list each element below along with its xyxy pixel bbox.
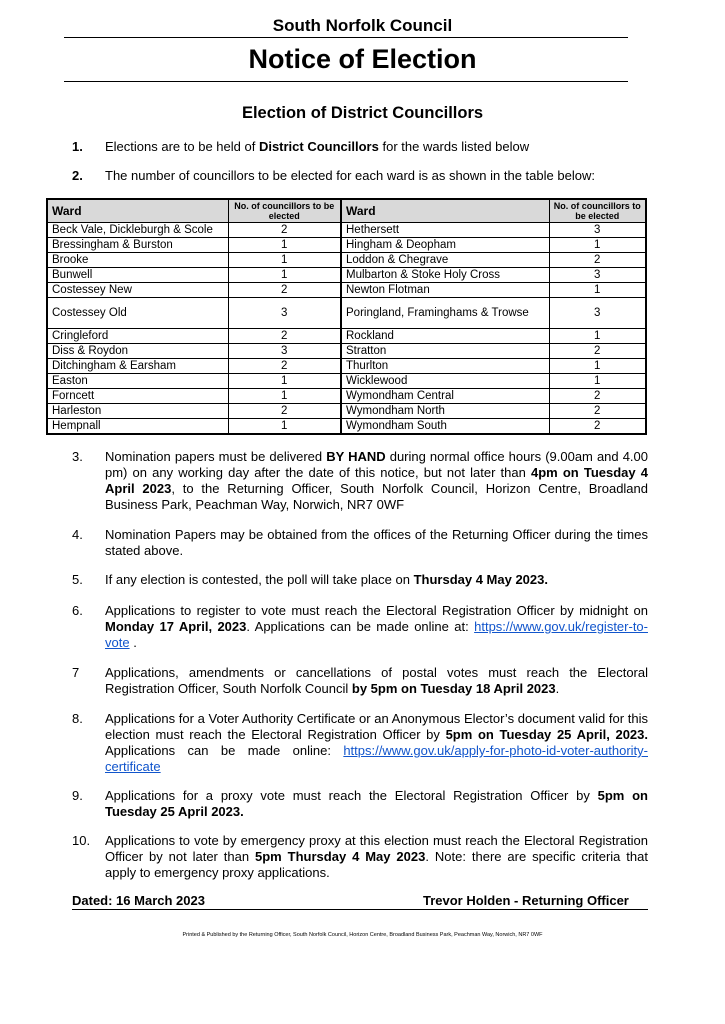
table-row [47, 359, 646, 374]
ward-name-cell: Loddon & Chegrave [341, 253, 549, 268]
table-row [47, 253, 646, 268]
councillor-count-cell: 1 [228, 238, 341, 253]
councillor-count-cell: 2 [549, 389, 646, 404]
item-text: during normal office hours (9.00am and 4.00 pm) on any working day after the date of this notice, but not later than [105, 449, 648, 480]
councillor-count-cell: 1 [228, 374, 341, 389]
date-line: Dated: 16 March 2023 [72, 893, 205, 908]
item-7 [72, 665, 648, 697]
council-name: South Norfolk Council [272, 16, 453, 35]
item-bold-text: Thursday 4 May 2023. [413, 572, 548, 587]
ward-name-cell: Mulbarton & Stoke Holy Cross [341, 268, 549, 283]
councillor-count-cell: 1 [549, 374, 646, 389]
councillor-count-cell: 1 [549, 359, 646, 374]
ward-name-cell: Thurlton [341, 359, 549, 374]
table-row [47, 238, 646, 253]
item-number: 3. [72, 449, 83, 464]
ward-name-cell: Bunwell [47, 268, 228, 283]
item-bold-text: by 5pm on Tuesday 18 April 2023 [351, 681, 556, 696]
ward-name-cell: Rockland [341, 329, 549, 344]
councillor-count-cell: 1 [228, 253, 341, 268]
councillor-count-cell: 1 [549, 283, 646, 298]
item-text: Applications can be made online: [105, 743, 344, 758]
item-bold-text: 4pm on Tuesday 4 April 2023 [105, 465, 648, 496]
item-text: Applications for a Voter Authority Certificate or an Anonymous Elector’s document valid for this election must reach the Electoral Registration Officer by [105, 711, 648, 742]
table-row [47, 223, 646, 238]
item-bold-text: Monday 17 April, 2023 [105, 619, 247, 634]
item-number: 9. [72, 788, 83, 803]
item-number: 1. [72, 139, 83, 154]
councillor-count-cell: 2 [549, 419, 646, 435]
item-text: Nomination Papers may be obtained from the offices of the Returning Officer during the times stated above. [105, 527, 648, 558]
ward-name-cell: Bressingham & Burston [47, 238, 228, 253]
ward-name-cell: Costessey New [47, 283, 228, 298]
item-text: Applications, amendments or cancellations of postal votes must reach the Electoral Registration Officer, South Norfolk Council [105, 665, 648, 696]
item-1 [72, 139, 648, 155]
item-bold-text: 5pm Thursday 4 May 2023 [255, 849, 426, 864]
ward-name-cell: Brooke [47, 253, 228, 268]
item-bold-text: 5pm on Tuesday 25 April 2023. [105, 788, 648, 819]
top-rule [64, 37, 628, 38]
item-8 [72, 711, 648, 775]
councillor-count-cell: 3 [228, 344, 341, 359]
column-header-ward: Ward [47, 199, 228, 223]
councillor-count-cell: 1 [549, 329, 646, 344]
councillor-count-cell: 3 [549, 223, 646, 238]
item-text: . [555, 681, 560, 696]
councillor-count-cell: 1 [228, 419, 341, 435]
ward-name-cell: Costessey Old [47, 298, 228, 329]
table-row [47, 329, 646, 344]
councillor-count-cell: 1 [228, 268, 341, 283]
item-number: 10. [72, 833, 91, 848]
ward-name-cell: Beck Vale, Dickleburgh & Scole [47, 223, 228, 238]
councillor-count-cell: 3 [549, 268, 646, 283]
councillor-count-cell: 1 [228, 389, 341, 404]
ward-table [46, 198, 647, 435]
item-10 [72, 833, 648, 881]
table-row [47, 283, 646, 298]
item-number: 8. [72, 711, 83, 726]
item-number: 2. [72, 168, 83, 183]
councillor-count-cell: 2 [228, 329, 341, 344]
imprint: Printed & Published by the Returning Officer, South Norfolk Council, Horizon Centre, Broadland Business Park, Peachman Way, Norwich, NR7 0WF [182, 932, 543, 938]
item-text: . [129, 635, 137, 650]
item-bold-text: 5pm on Tuesday 25 April, 2023. [445, 727, 649, 742]
item-text: . Applications can be made online at: [246, 619, 475, 634]
title-rule [64, 81, 628, 82]
item-text: The number of councillors to be elected for each ward is as shown in the table below: [105, 168, 595, 183]
table-header-row [47, 199, 646, 223]
signature-line: Trevor Holden - Returning Officer [423, 893, 629, 908]
item-number: 6. [72, 603, 83, 618]
column-header-ward: Ward [341, 199, 549, 223]
table-row [47, 389, 646, 404]
councillor-count-cell: 2 [549, 344, 646, 359]
item-4 [72, 527, 648, 559]
item-text: , to the Returning Officer, South Norfolk Council, Horizon Centre, Broadland Business Park, Peachman Way, Norwich, NR7 0WF [105, 481, 648, 512]
item-5 [72, 572, 648, 588]
item-text: Applications for a proxy vote must reach the Electoral Registration Officer by [105, 788, 598, 803]
councillor-count-cell: 2 [228, 359, 341, 374]
ward-name-cell: Wymondham South [341, 419, 549, 435]
councillor-count-cell: 2 [549, 253, 646, 268]
item-9 [72, 788, 648, 820]
footer-rule [72, 909, 648, 910]
page-title: Notice of Election [248, 44, 477, 74]
item-bold-text: BY HAND [326, 449, 386, 464]
ward-name-cell: Hempnall [47, 419, 228, 435]
ward-name-cell: Harleston [47, 404, 228, 419]
ward-name-cell: Stratton [341, 344, 549, 359]
item-2 [72, 168, 648, 184]
photo-id-link[interactable]: https://www.gov.uk/apply-for-photo-id-voter-authority-certificate [105, 743, 648, 774]
ward-name-cell: Wymondham North [341, 404, 549, 419]
table-row [47, 374, 646, 389]
ward-name-cell: Forncett [47, 389, 228, 404]
councillor-count-cell: 3 [549, 298, 646, 329]
item-text: Applications to vote by emergency proxy at this election must reach the Electoral Registration Officer by not later than [105, 833, 648, 864]
ward-name-cell: Easton [47, 374, 228, 389]
item-text: If any election is contested, the poll will take place on [105, 572, 414, 587]
page-subtitle: Election of District Councillors [241, 104, 484, 122]
ward-name-cell: Cringleford [47, 329, 228, 344]
ward-name-cell: Poringland, Framinghams & Trowse [341, 298, 549, 329]
item-number: 7 [72, 665, 80, 680]
ward-name-cell: Diss & Roydon [47, 344, 228, 359]
item-number: 5. [72, 572, 83, 587]
ward-name-cell: Ditchingham & Earsham [47, 359, 228, 374]
item-6 [72, 603, 648, 651]
ward-name-cell: Wicklewood [341, 374, 549, 389]
councillor-count-cell: 2 [228, 223, 341, 238]
column-header-count: No. of councillors to be elected [549, 199, 646, 223]
table-row [47, 419, 646, 435]
ward-name-cell: Wymondham Central [341, 389, 549, 404]
councillor-count-cell: 2 [228, 283, 341, 298]
ward-name-cell: Hethersett [341, 223, 549, 238]
item-text: Applications to register to vote must reach the Electoral Registration Officer by midnight on [105, 603, 648, 618]
register-to-vote-link[interactable]: https://www.gov.uk/register-to-vote [105, 619, 648, 650]
councillor-count-cell: 1 [549, 238, 646, 253]
table-row [47, 344, 646, 359]
item-number: 4. [72, 527, 83, 542]
table-row [47, 268, 646, 283]
table-row [47, 404, 646, 419]
ward-name-cell: Hingham & Deopham [341, 238, 549, 253]
councillor-count-cell: 3 [228, 298, 341, 329]
item-text: Elections are to be held of [105, 139, 259, 154]
ward-name-cell: Newton Flotman [341, 283, 549, 298]
table-row [47, 298, 646, 329]
item-text: Nomination papers must be delivered [105, 449, 327, 464]
item-bold-text: District Councillors [258, 139, 379, 154]
item-text: for the wards listed below [378, 139, 530, 154]
councillor-count-cell: 2 [228, 404, 341, 419]
column-header-count: No. of councillors to be elected [228, 199, 341, 223]
item-3 [72, 449, 648, 513]
councillor-count-cell: 2 [549, 404, 646, 419]
item-text: . Note: there are specific criteria that apply to emergency proxy applications. [105, 849, 648, 880]
